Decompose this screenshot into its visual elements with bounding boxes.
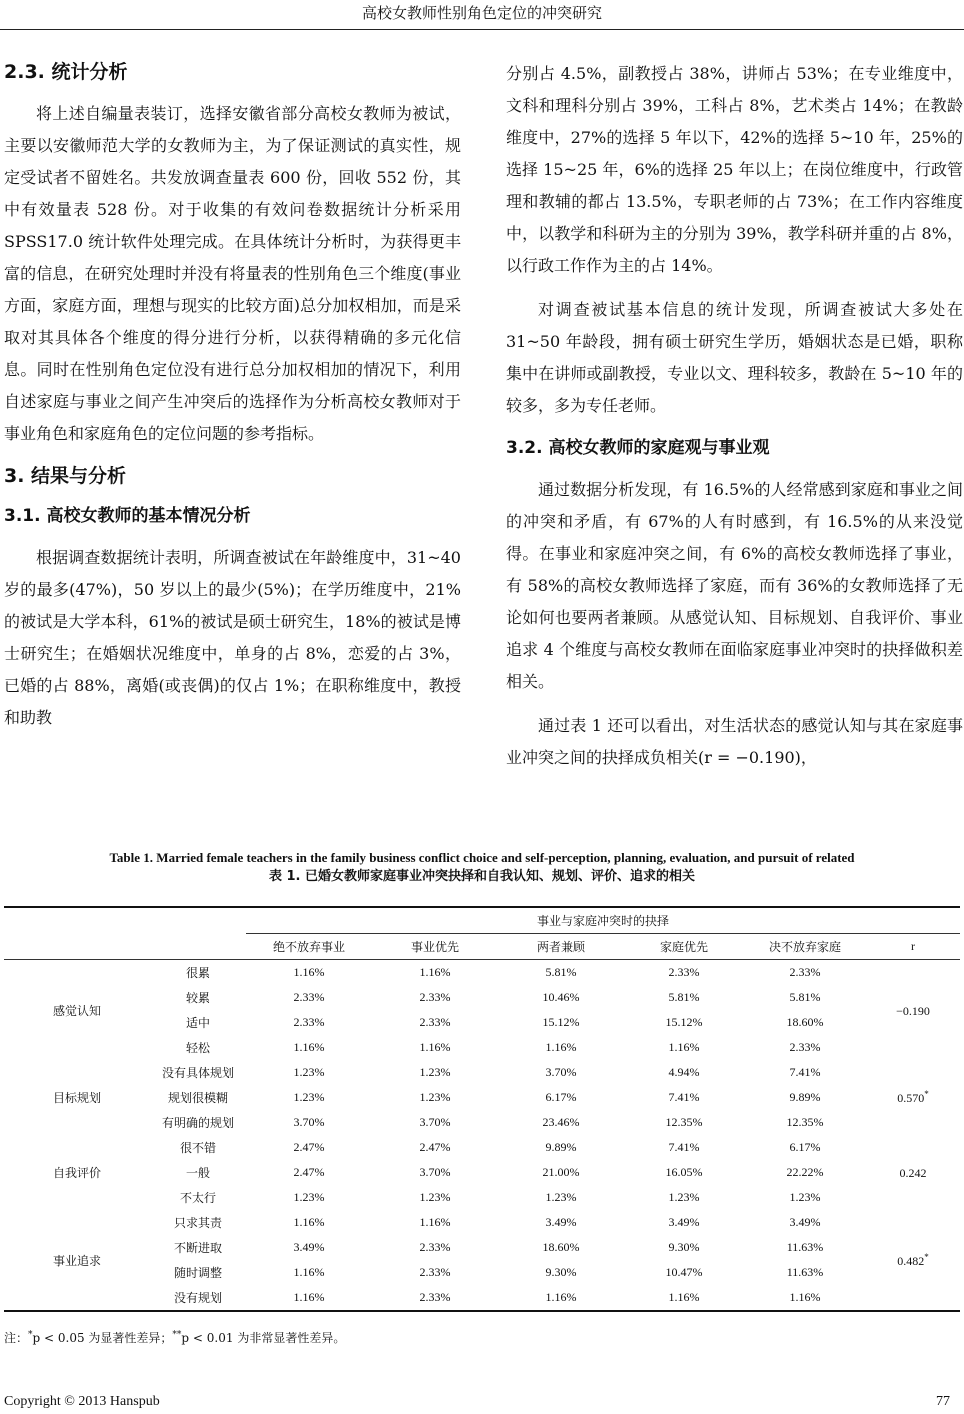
r-significance: * (924, 1089, 929, 1099)
table-cell: 21.00% (542, 1165, 580, 1179)
note-prefix: 注： (4, 1331, 29, 1345)
right-column (506, 58, 963, 786)
group-label: 自我评价 (52, 1166, 101, 1180)
table-cell: 3.49% (789, 1215, 821, 1229)
table-cell: 3.49% (293, 1240, 325, 1254)
table-cell: 1.16% (668, 1040, 700, 1054)
r-value (866, 1210, 960, 1311)
table-row (4, 1210, 960, 1235)
note-sig2: ** (172, 1330, 182, 1340)
table-caption (0, 848, 964, 886)
table-cell: 3.49% (668, 1215, 700, 1229)
table-cell: 12.35% (786, 1115, 824, 1129)
table-cell: 9.30% (668, 1240, 700, 1254)
r-value-number: 0.482 (897, 1253, 925, 1268)
table-cell: 2.33% (419, 1265, 451, 1279)
table-cell: 6.17% (545, 1090, 577, 1104)
row-label: 很不错 (179, 1141, 216, 1155)
table-cell: 1.16% (293, 1040, 325, 1054)
table-cell: 6.17% (789, 1140, 821, 1154)
note-sig1: * (28, 1330, 33, 1340)
section-3-2-paragraph-1: 通过数据分析发现，有 16.5%的人经常感到家庭和事业之间的冲突和矛盾，有 67%的人有时感到，有 16.5%的从来没觉得。在事业和家庭冲突之间，有 6%的高校女教师选择了事业，有 58%的高校女教师选择了家庭，而有 36%的女教师选择了无论如何也要两者兼顾。从感觉认知、目标规划、自我评价、事业追求 4 个维度与高校女教师在面临家庭事业冲突时的抉择做积差相关。 (506, 480, 963, 691)
table-note (4, 1329, 345, 1346)
table-cell: 1.16% (246, 1285, 372, 1311)
row-label: 不断进取 (173, 1241, 222, 1255)
table-cell: 2.47% (293, 1165, 325, 1179)
table-row (4, 960, 960, 986)
continued-paragraph: 分别占 4.5%，副教授占 38%，讲师占 53%；在专业维度中，文科和理科分别占 39%，工科占 8%，艺术类占 14%；在教龄维度中，27%的选择 5 年以下，42%的选择 5~10 年，25%的选择 15~25 年，6%的选择 25 年以上；在岗位维度中，行政管理和教辅的都占 13.5%，专职老师的占 73%；在工作内容维度中，以教学和科研为主的分别为 39%，教学科研并重的占 8%，以行政工作作为主的占 14%。 (506, 64, 963, 275)
table-cell: 5.81% (789, 990, 821, 1004)
table-cell: 5.81% (545, 965, 577, 979)
row-label: 有明确的规划 (161, 1116, 234, 1130)
table-cell: 2.47% (293, 1140, 325, 1154)
group-label: 感觉认知 (52, 1003, 101, 1018)
table-cell: 1.23% (419, 1065, 451, 1079)
group-label: 目标规划 (52, 1091, 101, 1105)
table-cell: 2.33% (419, 990, 451, 1004)
table-row (4, 1135, 960, 1160)
copyright: Copyright © 2013 Hanspub (4, 1394, 160, 1409)
note-text-1: p < 0.05 为显著性差异； (32, 1331, 173, 1345)
table-cell: 1.16% (293, 1265, 325, 1279)
table-cell: 1.16% (419, 1215, 451, 1229)
table-cell: 2.47% (419, 1140, 451, 1154)
section-2-3-heading: 2.3. 统计分析 (4, 61, 128, 83)
table-cell: 3.70% (293, 1115, 325, 1129)
table-row (4, 1060, 960, 1085)
column-header: r (866, 934, 960, 960)
column-header: 两者兼顾 (498, 934, 624, 960)
table-cell: 1.23% (419, 1190, 451, 1204)
section-3-1-heading: 3.1. 高校女教师的基本情况分析 (4, 506, 251, 526)
table-cell: 1.23% (419, 1090, 451, 1104)
page-number: 77 (936, 1394, 950, 1409)
table-cell: 1.16% (419, 965, 451, 979)
table-cell: 22.22% (786, 1165, 824, 1179)
row-label: 规划很模糊 (167, 1091, 228, 1105)
table-cell: 3.70% (545, 1065, 577, 1079)
left-column (4, 58, 461, 746)
row-label: 只求其责 (173, 1216, 222, 1230)
table-cell: 3.70% (419, 1165, 451, 1179)
table-cell: 2.33% (668, 965, 700, 979)
table-cell: 1.23% (789, 1190, 821, 1204)
table-caption-chinese: 表 1. 已婚女教师家庭事业冲突抉择和自我认知、规划、评价、追求的相关 (268, 869, 696, 884)
table-cell: 1.23% (293, 1190, 325, 1204)
table-cell: 9.89% (545, 1140, 577, 1154)
table-cell: 2.33% (789, 965, 821, 979)
table-cell: 4.94% (668, 1065, 700, 1079)
section-2-3-paragraph: 将上述自编量表装订，选择安徽省部分高校女教师为被试，主要以安徽师范大学的女教师为主，为了保证测试的真实性，规定受试者不留姓名。共发放调查量表 600 份，回收 552 份，其中有效量表 528 份。对于收集的有效问卷数据统计分析采用 SPSS17.0 统计软件处理完成。在具体统计分析时，为获得更丰富的信息，在研究处理时并没有将量表的性别角色三个维度(事业方面，家庭方面，理想与现实的比较方面)总分加权相加，而是采取对其具体各个维度的得分进行分析，以获得精确的多元化信息。同时在性别角色定位没有进行总分加权相加的情况下，利用自述家庭与事业之间产生冲突后的选择作为分析高校女教师对于事业角色和家庭角色的定位问题的参考指标。 (4, 104, 461, 443)
row-label: 不太行 (179, 1191, 216, 1205)
section-3-2-paragraph-2: 通过表 1 还可以看出，对生活状态的感觉认知与其在家庭事业冲突之间的抉择成负相关(r = −0.190)， (506, 716, 963, 767)
section-3-1-paragraph: 根据调查数据统计表明，所调查被试在年龄维度中，31~40 岁的最多(47%)，50 岁以上的最少(5%)；在学历维度中，21%的被试是大学本科，61%的被试是硕士研究生，18%的被试是博士研究生；在婚姻状况维度中，单身的占 8%，恋爱的占 3%，已婚的占 88%，离婚(或丧偶)的仅占 1%；在职称维度中，教授和助教 (4, 548, 461, 727)
row-label: 没有具体规划 (161, 1066, 234, 1080)
r-value (866, 960, 960, 1061)
table-cell: 9.89% (789, 1090, 821, 1104)
table-cell: 3.49% (545, 1215, 577, 1229)
table-cell: 23.46% (542, 1115, 580, 1129)
table-cell: 2.33% (419, 1240, 451, 1254)
table-cell: 5.81% (668, 990, 700, 1004)
r-value (866, 1135, 960, 1210)
r-value-number: −0.190 (896, 1003, 930, 1018)
table-cell: 10.47% (665, 1265, 703, 1279)
correlation-table (4, 906, 960, 1312)
table-cell: 18.60% (786, 1015, 824, 1029)
table-cell: 1.23% (293, 1090, 325, 1104)
table-cell: 1.16% (419, 1040, 451, 1054)
summary-paragraph: 对调查被试基本信息的统计发现，所调查被试大多处在 31~50 年龄段，拥有硕士研究生学历，婚姻状态是已婚，职称集中在讲师或副教授，专业以文、理科较多，教龄在 5~10 年的较多，多为专任老师。 (506, 300, 963, 415)
column-header: 家庭优先 (624, 934, 744, 960)
table-cell: 7.41% (668, 1090, 700, 1104)
table-cell: 10.46% (542, 990, 580, 1004)
section-3-2-heading: 3.2. 高校女教师的家庭观与事业观 (506, 438, 770, 458)
table-cell: 1.16% (545, 1040, 577, 1054)
table-cell: 11.63% (786, 1240, 824, 1254)
row-label: 随时调整 (173, 1266, 222, 1280)
table-cell: 7.41% (789, 1065, 821, 1079)
table-cell: 1.23% (668, 1190, 700, 1204)
group-header: 事业与家庭冲突时的抉择 (246, 907, 960, 934)
table-cell: 2.33% (293, 1015, 325, 1029)
table-cell: 15.12% (665, 1015, 703, 1029)
table-cell: 2.33% (419, 1015, 451, 1029)
row-label: 一般 (185, 1166, 210, 1180)
table-cell: 2.33% (293, 990, 325, 1004)
column-header: 事业优先 (372, 934, 498, 960)
r-value-number: 0.570 (897, 1091, 925, 1105)
group-label: 事业追求 (4, 1210, 150, 1311)
row-label: 适中 (185, 1016, 210, 1030)
table-cell: 1.16% (293, 1215, 325, 1229)
table-cell: 2.33% (789, 1040, 821, 1054)
table-cell: 18.60% (542, 1240, 580, 1254)
table-cell: 1.16% (293, 965, 325, 979)
table-cell: 1.23% (293, 1065, 325, 1079)
section-3-heading: 3. 结果与分析 (4, 465, 127, 487)
table-cell: 1.16% (624, 1285, 744, 1311)
table-cell: 1.16% (744, 1285, 866, 1311)
row-label: 轻松 (185, 1041, 210, 1055)
table-cell: 16.05% (665, 1165, 703, 1179)
note-text-2: p < 0.01 为非常显著性差异。 (181, 1331, 346, 1345)
r-value-number: 0.242 (899, 1166, 927, 1180)
table-cell: 1.23% (545, 1190, 577, 1204)
table-cell: 9.30% (545, 1265, 577, 1279)
table-cell: 15.12% (542, 1015, 580, 1029)
r-significance: * (924, 1251, 929, 1262)
table-cell: 3.70% (419, 1115, 451, 1129)
table-cell: 7.41% (668, 1140, 700, 1154)
table-cell: 2.33% (372, 1285, 498, 1311)
table-caption-english: Table 1. Married female teachers in the family business conflict choice and self-perception, planning, evaluation, and pursuit of related (109, 850, 855, 865)
column-header: 决不放弃家庭 (744, 934, 866, 960)
table-cell: 11.63% (786, 1265, 824, 1279)
r-value (866, 1060, 960, 1135)
column-header: 绝不放弃事业 (246, 934, 372, 960)
row-label: 没有规划 (150, 1285, 246, 1311)
row-label: 较累 (185, 991, 210, 1005)
table-cell: 12.35% (665, 1115, 703, 1129)
row-label: 很累 (185, 966, 210, 980)
table-cell: 1.16% (498, 1285, 624, 1311)
running-title: 高校女教师性别角色定位的冲突研究 (0, 2, 964, 30)
